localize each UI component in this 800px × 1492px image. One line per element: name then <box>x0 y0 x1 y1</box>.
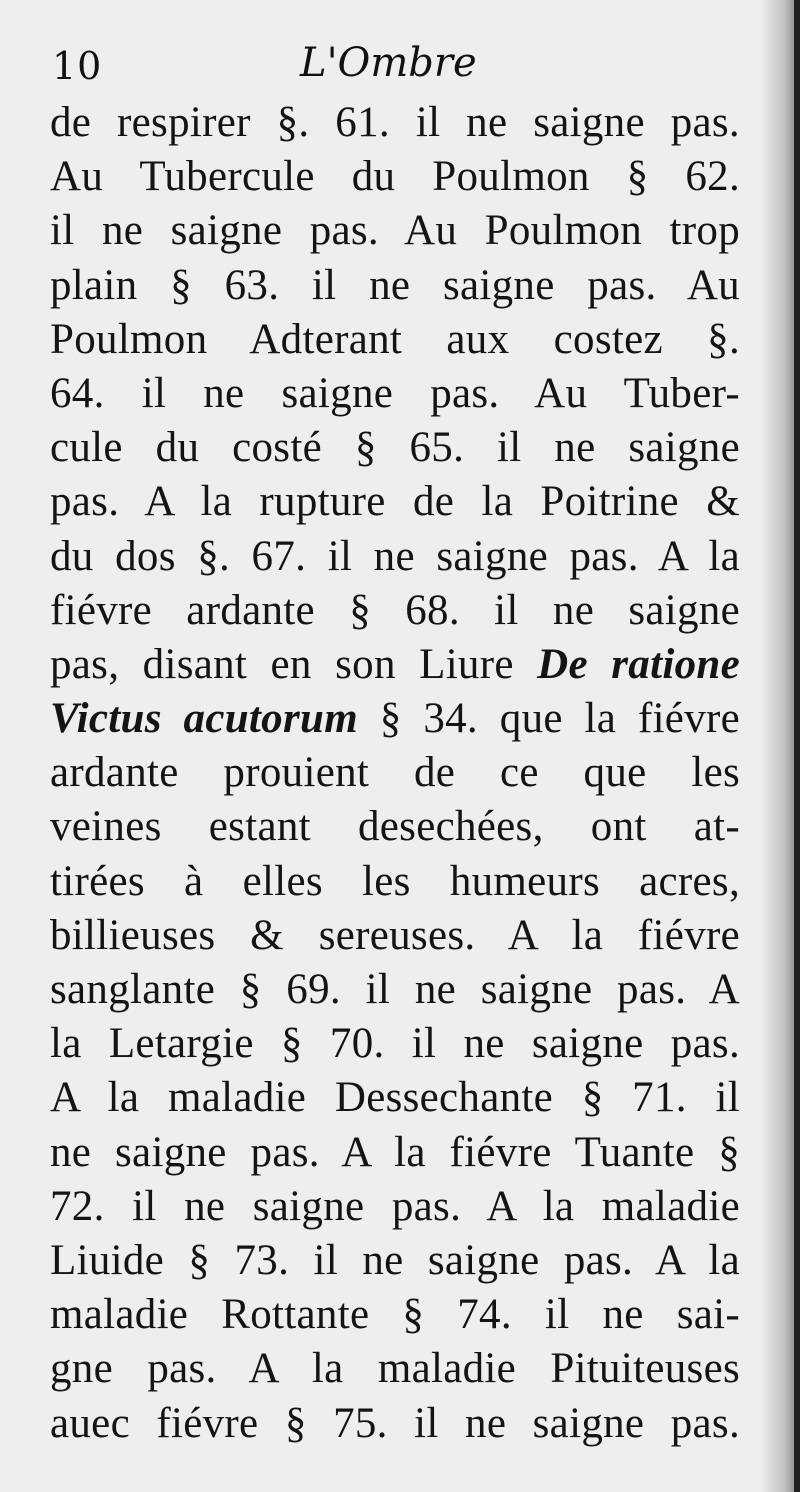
text-line-22: Liuide § 73. il ne saigne pas. A la <box>50 1236 740 1284</box>
text-line-15: tirées à elles les humeurs acres, <box>50 857 740 905</box>
latin-title-part-2: Victus acutorum <box>50 695 358 743</box>
page-number: 10 <box>52 44 103 88</box>
text-line-2: Au Tubercule du Poulmon § 62. <box>50 153 740 201</box>
page-header <box>52 40 742 92</box>
text-line-9: du dos §. 67. il ne saigne pas. A la <box>50 532 740 580</box>
text-line-19: A la maladie Dessechante § 71. il <box>50 1074 740 1122</box>
text-line-25: auec fiévre § 75. il ne saigne pas. <box>50 1399 740 1447</box>
text-line-6: 64. il ne saigne pas. Au Tuber- <box>50 369 740 417</box>
text-line-11-prefix: pas, disant en son Liure <box>50 640 538 688</box>
text-line-13: ardante prouient de ce que les <box>50 749 740 797</box>
text-line-3: il ne saigne pas. Au Poulmon trop <box>50 207 740 255</box>
text-line-11 <box>50 638 740 692</box>
latin-title-part-1: De ratione <box>537 640 740 688</box>
text-line-14: veines estant desechées, ont at- <box>50 803 740 851</box>
body-text <box>50 96 740 1451</box>
text-line-20: ne saigne pas. A la fiévre Tuante § <box>50 1128 740 1176</box>
text-line-16: billieuses & sereuses. A la fiévre <box>50 911 740 959</box>
text-line-4: plain § 63. il ne saigne pas. Au <box>50 261 740 309</box>
text-line-8: pas. A la rupture de la Poitrine & <box>50 478 740 526</box>
text-line-21: 72. il ne saigne pas. A la maladie <box>50 1182 740 1230</box>
page-edge <box>794 0 800 1492</box>
text-line-1: de respirer §. 61. il ne saigne pas. <box>50 99 740 146</box>
running-title: L'Ombre <box>300 40 477 86</box>
text-line-10: fiévre ardante § 68. il ne saigne <box>50 586 740 634</box>
text-line-24: gne pas. A la maladie Pituiteuses <box>50 1345 740 1393</box>
text-line-12-suffix: § 34. que la fiévre <box>357 695 741 743</box>
text-line-18: la Letargie § 70. il ne saigne pas. <box>50 1020 740 1068</box>
text-line-12 <box>50 692 740 746</box>
text-line-5: Poulmon Adterant aux costez §. <box>50 315 740 363</box>
text-line-7: cule du costé § 65. il ne saigne <box>50 424 740 472</box>
text-line-17: sanglante § 69. il ne saigne pas. A <box>50 966 740 1013</box>
text-line-23: maladie Rottante § 74. il ne sai- <box>50 1291 740 1339</box>
